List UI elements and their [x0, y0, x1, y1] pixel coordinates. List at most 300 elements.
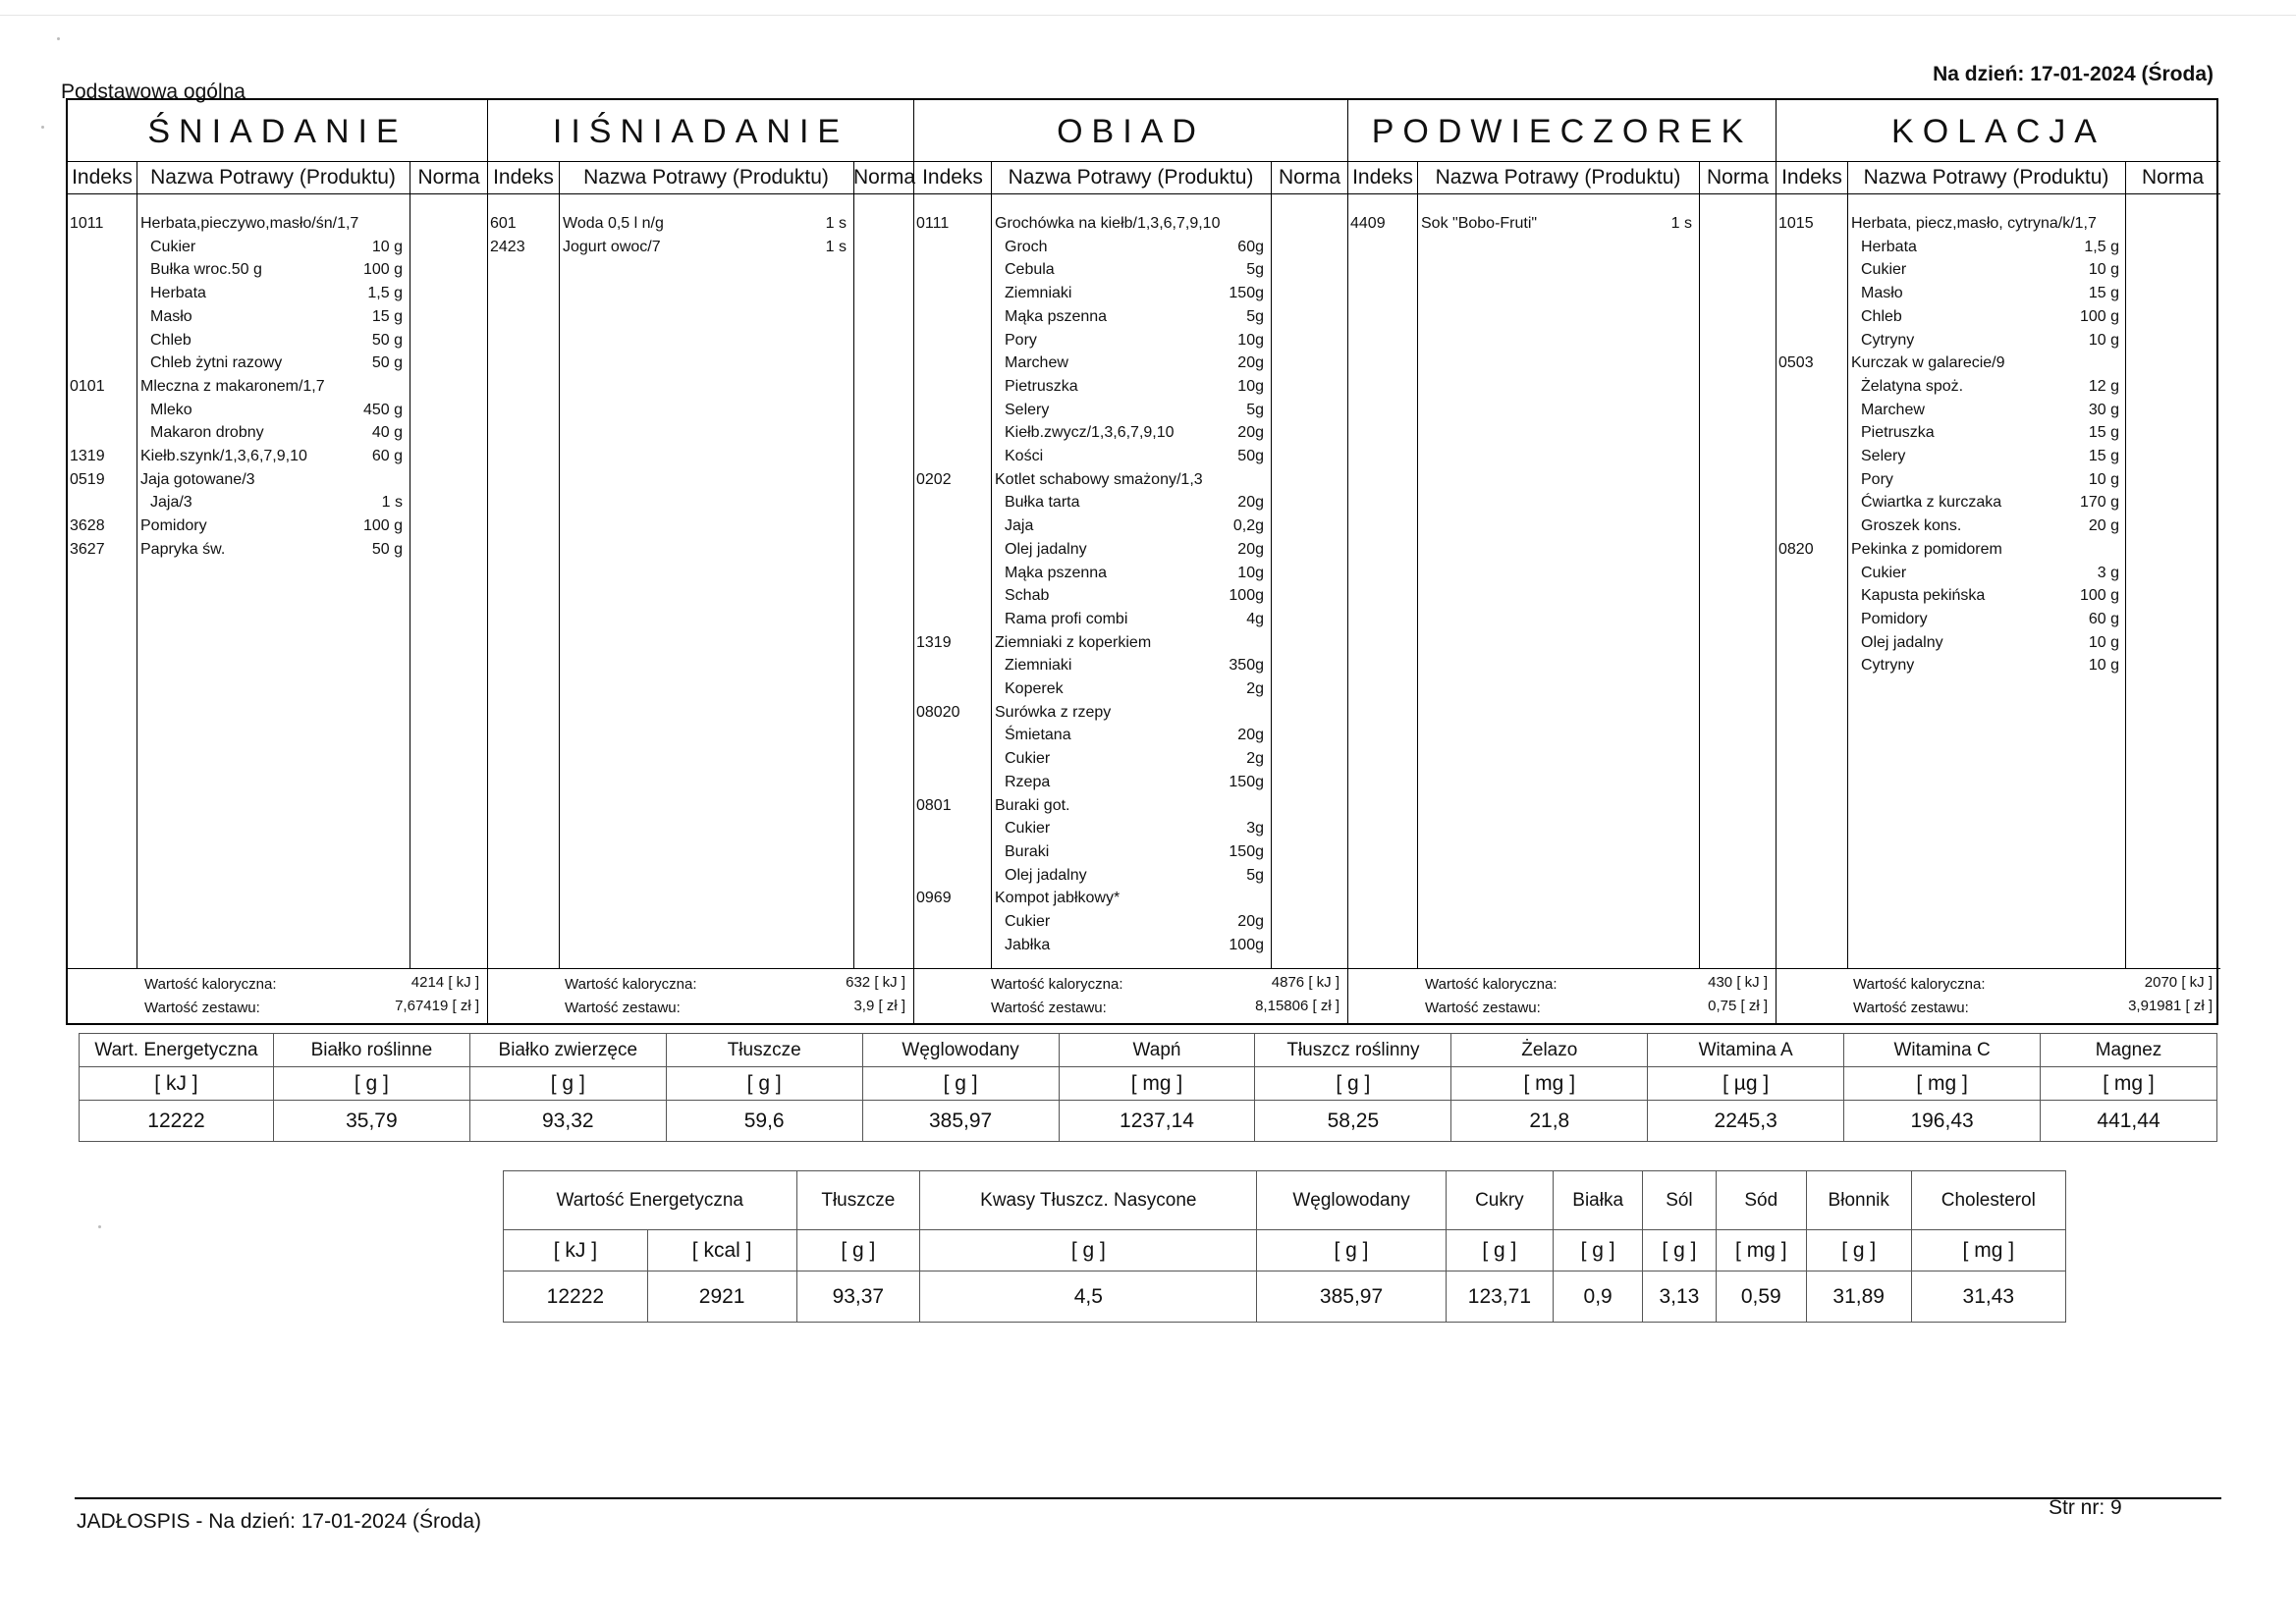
item-norma: 100g — [1229, 587, 1264, 604]
column-header-name: Nazwa Potrawy (Produktu) — [150, 166, 396, 189]
nutrient-unit: [ kJ ] — [80, 1067, 274, 1101]
nutrient-header: Sód — [1716, 1171, 1806, 1230]
item-norma: 350g — [1229, 657, 1264, 674]
item-norma: 60 g — [2088, 611, 2119, 627]
list-item — [1777, 305, 2220, 328]
item-name: Mleczna z makaronem/1,7 — [140, 378, 325, 395]
nutrient-header: Wartość Energetyczna — [504, 1171, 797, 1230]
item-norma: 0,2g — [1232, 517, 1264, 534]
item-norma: 10 g — [2088, 332, 2119, 349]
column-header-index: Indeks — [1781, 166, 1842, 189]
column-header-row — [1777, 161, 2220, 194]
list-item — [68, 399, 487, 421]
column-header-name: Nazwa Potrawy (Produktu) — [583, 166, 829, 189]
item-name: Jaja gotowane/3 — [140, 471, 255, 488]
item-name: Pomidory — [140, 517, 207, 534]
column-header-index: Indeks — [72, 166, 133, 189]
item-name: Pory — [1005, 332, 1037, 349]
item-index: 1015 — [1778, 215, 1814, 232]
list-item — [68, 491, 487, 514]
cost-label: Wartość zestawu: — [565, 1000, 681, 1016]
item-name: Masło — [150, 308, 192, 325]
diet-name: Podstawowa ogólna — [61, 81, 246, 103]
column-header-norma: Norma — [1278, 166, 1340, 189]
item-name: Jogurt owoc/7 — [563, 239, 661, 255]
item-norma: 5g — [1246, 308, 1264, 325]
meal-title: ŚNIADANIE — [147, 113, 408, 150]
nutrient-value: 2921 — [647, 1271, 796, 1323]
footer-title: JADŁOSPIS - Na dzień: 17-01-2024 (Środa) — [77, 1510, 482, 1533]
list-item — [68, 421, 487, 444]
list-item — [68, 352, 487, 374]
column-header-index: Indeks — [922, 166, 983, 189]
nutrient-unit: [ g ] — [1446, 1230, 1554, 1271]
item-name: Buraki — [1005, 843, 1050, 860]
item-name: Cukier — [1861, 261, 1907, 278]
item-index: 0111 — [916, 215, 950, 232]
item-name: Buraki got. — [995, 797, 1070, 814]
item-index: 3628 — [70, 517, 105, 534]
list-item — [1777, 236, 2220, 258]
nutrient-header: Witamina C — [1844, 1034, 2041, 1067]
list-item — [914, 212, 1347, 235]
list-item — [68, 305, 487, 328]
item-norma: 3 g — [2097, 565, 2119, 581]
item-name: Cukier — [1005, 913, 1051, 930]
item-norma: 12 g — [2088, 378, 2119, 395]
nutrient-value: 12222 — [504, 1271, 648, 1323]
nutrient-value: 4,5 — [920, 1271, 1257, 1323]
cost-value: 8,15806 [ zł ] — [1255, 998, 1339, 1014]
list-item — [914, 864, 1347, 887]
nutrient-value: 35,79 — [273, 1101, 469, 1142]
item-name: Ćwiartka z kurczaka — [1861, 494, 2002, 511]
nutrient-unit: [ g ] — [1806, 1230, 1911, 1271]
item-name: Kurczak w galarecie/9 — [1851, 354, 2005, 371]
item-name: Mąka pszenna — [1005, 565, 1108, 581]
list-item — [1777, 468, 2220, 491]
item-norma: 150g — [1229, 285, 1264, 301]
list-item — [914, 329, 1347, 352]
list-item — [914, 514, 1347, 537]
item-name: Mleko — [150, 402, 192, 418]
item-name: Kompot jabłkowy* — [995, 890, 1121, 906]
item-norma: 30 g — [2088, 402, 2119, 418]
item-norma: 150g — [1229, 843, 1264, 860]
item-index: 2423 — [490, 239, 525, 255]
cost-label: Wartość zestawu: — [1425, 1000, 1541, 1016]
list-item — [914, 584, 1347, 607]
item-norma: 5g — [1246, 867, 1264, 884]
item-norma: 20g — [1237, 727, 1264, 743]
item-name: Olej jadalny — [1005, 867, 1087, 884]
list-item — [68, 375, 487, 398]
item-norma: 20g — [1237, 354, 1264, 371]
nutrient-header: Białko zwierzęce — [469, 1034, 666, 1067]
item-name: Mąka pszenna — [1005, 308, 1108, 325]
item-norma: 1 s — [1670, 215, 1692, 232]
nutrient-unit: [ mg ] — [2041, 1067, 2217, 1101]
item-norma: 50 g — [371, 354, 403, 371]
nutrient-header: Węglowodany — [862, 1034, 1059, 1067]
item-name: Kiełb.szynk/1,3,6,7,9,10 — [140, 448, 307, 464]
item-index: 0101 — [70, 378, 105, 395]
list-item — [1777, 352, 2220, 374]
nutrient-table-1 — [79, 1033, 2217, 1142]
list-item — [68, 445, 487, 467]
item-name: Cytryny — [1861, 657, 1915, 674]
meal-title: KOLACJA — [1891, 113, 2105, 150]
item-index: 08020 — [916, 704, 960, 721]
column-header-row — [1348, 161, 1776, 194]
item-norma: 170 g — [2079, 494, 2119, 511]
item-index: 1011 — [70, 215, 104, 232]
item-name: Chleb żytni razowy — [150, 354, 283, 371]
scan-dot — [57, 37, 60, 40]
list-item — [68, 468, 487, 491]
list-item — [68, 538, 487, 561]
meal-section — [1348, 100, 1777, 1023]
nutrient-header: Cukry — [1446, 1171, 1554, 1230]
nutrient-unit: [ kJ ] — [504, 1230, 648, 1271]
item-norma: 50g — [1237, 448, 1264, 464]
item-name: Kości — [1005, 448, 1044, 464]
nutrient-unit: [ kcal ] — [647, 1230, 796, 1271]
item-name: Selery — [1005, 402, 1050, 418]
list-item — [914, 282, 1347, 304]
item-name: Woda 0,5 l n/g — [563, 215, 664, 232]
meal-section — [488, 100, 914, 1023]
list-item — [914, 934, 1347, 956]
list-item — [1777, 654, 2220, 676]
item-norma: 10 g — [2088, 657, 2119, 674]
item-name: Herbata,pieczywo,masło/śn/1,7 — [140, 215, 359, 232]
item-name: Ziemniaki — [1005, 657, 1072, 674]
nutrient-unit: [ mg ] — [1844, 1067, 2041, 1101]
item-index: 601 — [490, 215, 517, 232]
nutrient-value: 31,43 — [1911, 1271, 2065, 1323]
nutrient-unit: [ g ] — [862, 1067, 1059, 1101]
column-header-row — [68, 161, 487, 194]
item-name: Kapusta pekińska — [1861, 587, 1986, 604]
item-name: Chleb — [1861, 308, 1902, 325]
nutrient-value: 0,59 — [1716, 1271, 1806, 1323]
item-name: Bułka wroc.50 g — [150, 261, 262, 278]
item-name: Kotlet schabowy smażony/1,3 — [995, 471, 1203, 488]
list-item — [914, 701, 1347, 724]
list-item — [68, 258, 487, 281]
nutrient-header: Żelazo — [1451, 1034, 1648, 1067]
list-item — [1777, 282, 2220, 304]
nutrient-header: Witamina A — [1648, 1034, 1844, 1067]
nutrient-unit: [ g ] — [273, 1067, 469, 1101]
nutrient-header: Tłuszcz roślinny — [1255, 1034, 1451, 1067]
item-name: Cebula — [1005, 261, 1055, 278]
item-index: 0820 — [1778, 541, 1814, 558]
list-item — [1777, 631, 2220, 654]
item-norma: 20g — [1237, 541, 1264, 558]
item-name: Groszek kons. — [1861, 517, 1962, 534]
item-norma: 5g — [1246, 261, 1264, 278]
item-norma: 100 g — [362, 517, 403, 534]
list-item — [914, 817, 1347, 839]
meal-summary — [488, 968, 913, 1023]
nutrient-header: Węglowodany — [1257, 1171, 1446, 1230]
list-item — [68, 329, 487, 352]
meal-section — [1777, 100, 2220, 1023]
item-name: Śmietana — [1005, 727, 1071, 743]
list-item — [914, 399, 1347, 421]
item-norma: 10g — [1237, 332, 1264, 349]
list-item — [1777, 375, 2220, 398]
item-index: 0202 — [916, 471, 952, 488]
list-item — [914, 468, 1347, 491]
item-norma: 1,5 g — [2084, 239, 2119, 255]
item-name: Marchew — [1861, 402, 1925, 418]
column-header-norma: Norma — [2141, 166, 2204, 189]
nutrient-header: Tłuszcze — [666, 1034, 862, 1067]
list-item — [1777, 562, 2220, 584]
list-item — [1777, 212, 2220, 235]
item-norma: 1,5 g — [367, 285, 403, 301]
list-item — [914, 910, 1347, 933]
calorie-value: 4876 [ kJ ] — [1271, 974, 1339, 991]
list-item — [68, 236, 487, 258]
meal-title: PODWIECZOREK — [1371, 113, 1753, 150]
item-name: Pietruszka — [1005, 378, 1078, 395]
item-name: Chleb — [150, 332, 191, 349]
list-item — [1777, 329, 2220, 352]
column-header-index: Indeks — [493, 166, 554, 189]
column-header-row — [914, 161, 1347, 194]
column-header-norma: Norma — [853, 166, 916, 189]
nutrient-unit: [ g ] — [920, 1230, 1257, 1271]
list-item — [914, 747, 1347, 770]
calorie-value: 430 [ kJ ] — [1708, 974, 1768, 991]
nutrient-header: Wart. Energetyczna — [80, 1034, 274, 1067]
item-norma: 2g — [1246, 750, 1264, 767]
page-number: Str nr: 9 — [2049, 1496, 2122, 1519]
nutrient-unit: [ mg ] — [1059, 1067, 1255, 1101]
meal-title: OBIAD — [1057, 113, 1205, 150]
column-divider — [1417, 161, 1418, 968]
item-name: Cukier — [1005, 750, 1051, 767]
column-divider — [1699, 161, 1700, 968]
calorie-label: Wartość kaloryczna: — [1853, 976, 1986, 993]
item-name: Jabłka — [1005, 937, 1051, 953]
item-norma: 60g — [1237, 239, 1264, 255]
column-header-name: Nazwa Potrawy (Produktu) — [1863, 166, 2109, 189]
item-norma: 1 s — [825, 239, 847, 255]
column-header-name: Nazwa Potrawy (Produktu) — [1008, 166, 1254, 189]
item-norma: 2g — [1246, 680, 1264, 697]
item-name: Olej jadalny — [1861, 634, 1943, 651]
meal-title: IIŚNIADANIE — [552, 113, 849, 150]
item-index: 4409 — [1350, 215, 1386, 232]
item-norma: 4g — [1246, 611, 1264, 627]
list-item — [914, 887, 1347, 909]
calorie-label: Wartość kaloryczna: — [1425, 976, 1558, 993]
meal-summary — [914, 968, 1347, 1023]
item-norma: 10 g — [2088, 634, 2119, 651]
list-item — [914, 771, 1347, 793]
cost-value: 3,9 [ zł ] — [853, 998, 905, 1014]
item-index: 0519 — [70, 471, 105, 488]
nutrient-unit: [ g ] — [796, 1230, 920, 1271]
item-norma: 40 g — [371, 424, 403, 441]
item-norma: 10 g — [2088, 471, 2119, 488]
item-name: Kiełb.zwycz/1,3,6,7,9,10 — [1005, 424, 1175, 441]
cost-label: Wartość zestawu: — [991, 1000, 1107, 1016]
item-norma: 150g — [1229, 774, 1264, 790]
cost-value: 0,75 [ zł ] — [1708, 998, 1768, 1014]
calorie-value: 632 [ kJ ] — [846, 974, 905, 991]
column-header-name: Nazwa Potrawy (Produktu) — [1435, 166, 1681, 189]
nutrient-value: 93,32 — [469, 1101, 666, 1142]
item-name: Ziemniaki z koperkiem — [995, 634, 1152, 651]
nutrient-value: 385,97 — [862, 1101, 1059, 1142]
list-item — [914, 236, 1347, 258]
list-item — [68, 282, 487, 304]
nutrient-header: Kwasy Tłuszcz. Nasycone — [920, 1171, 1257, 1230]
list-item — [1777, 399, 2220, 421]
item-name: Cukier — [1861, 565, 1907, 581]
item-norma: 20g — [1237, 913, 1264, 930]
item-norma: 3g — [1246, 820, 1264, 837]
item-norma: 1 s — [381, 494, 403, 511]
cost-value: 3,91981 [ zł ] — [2128, 998, 2213, 1014]
nutrient-header: Tłuszcze — [796, 1171, 920, 1230]
item-norma: 15 g — [2088, 424, 2119, 441]
nutrient-value: 385,97 — [1257, 1271, 1446, 1323]
item-norma: 20g — [1237, 494, 1264, 511]
item-name: Ziemniaki — [1005, 285, 1072, 301]
nutrient-value: 0,9 — [1554, 1271, 1643, 1323]
item-name: Makaron drobny — [150, 424, 264, 441]
item-name: Sok "Bobo-Fruti" — [1421, 215, 1538, 232]
item-name: Herbata, piecz,masło, cytryna/k/1,7 — [1851, 215, 2097, 232]
item-name: Cukier — [150, 239, 196, 255]
item-name: Herbata — [150, 285, 206, 301]
item-norma: 10 g — [371, 239, 403, 255]
list-item — [914, 258, 1347, 281]
nutrient-header: Wapń — [1059, 1034, 1255, 1067]
list-item — [68, 514, 487, 537]
item-norma: 10g — [1237, 378, 1264, 395]
calorie-label: Wartość kaloryczna: — [565, 976, 697, 993]
item-norma: 50 g — [371, 332, 403, 349]
meal-section — [914, 100, 1348, 1023]
item-name: Groch — [1005, 239, 1048, 255]
item-name: Rzepa — [1005, 774, 1051, 790]
nutrient-value: 2245,3 — [1648, 1101, 1844, 1142]
list-item — [1777, 491, 2220, 514]
item-index: 0801 — [916, 797, 952, 814]
menu-date: Na dzień: 17-01-2024 (Środa) — [1933, 63, 2214, 85]
list-item — [914, 654, 1347, 676]
list-item — [914, 631, 1347, 654]
nutrient-unit: [ µg ] — [1648, 1067, 1844, 1101]
nutrient-value: 58,25 — [1255, 1101, 1451, 1142]
nutrient-value: 59,6 — [666, 1101, 862, 1142]
nutrient-value: 441,44 — [2041, 1101, 2217, 1142]
list-item — [914, 562, 1347, 584]
nutrient-value: 21,8 — [1451, 1101, 1648, 1142]
list-item — [1777, 538, 2220, 561]
item-norma: 20g — [1237, 424, 1264, 441]
nutrient-unit: [ g ] — [469, 1067, 666, 1101]
item-norma: 15 g — [2088, 448, 2119, 464]
list-item — [914, 677, 1347, 700]
nutrient-value: 31,89 — [1806, 1271, 1911, 1323]
item-name: Bułka tarta — [1005, 494, 1080, 511]
item-norma: 100 g — [362, 261, 403, 278]
calorie-value: 2070 [ kJ ] — [2144, 974, 2213, 991]
nutrient-header: Białka — [1554, 1171, 1643, 1230]
nutrient-header: Białko roślinne — [273, 1034, 469, 1067]
column-header-index: Indeks — [1352, 166, 1413, 189]
item-norma: 15 g — [2088, 285, 2119, 301]
nutrient-value: 3,13 — [1643, 1271, 1717, 1323]
item-name: Pietruszka — [1861, 424, 1935, 441]
nutrient-table-2 — [503, 1170, 2066, 1323]
cost-value: 7,67419 [ zł ] — [395, 998, 479, 1014]
item-norma: 60 g — [371, 448, 403, 464]
nutrient-value: 1237,14 — [1059, 1101, 1255, 1142]
list-item — [914, 724, 1347, 746]
item-norma: 1 s — [825, 215, 847, 232]
item-name: Pomidory — [1861, 611, 1928, 627]
column-header-norma: Norma — [417, 166, 480, 189]
item-norma: 20 g — [2088, 517, 2119, 534]
footer-rule — [75, 1497, 2221, 1499]
item-name: Rama profi combi — [1005, 611, 1128, 627]
item-norma: 450 g — [362, 402, 403, 418]
nutrient-unit: [ mg ] — [1911, 1230, 2065, 1271]
nutrient-unit: [ g ] — [1554, 1230, 1643, 1271]
item-index: 0969 — [916, 890, 952, 906]
meal-summary — [1348, 968, 1776, 1023]
nutrient-value: 12222 — [80, 1101, 274, 1142]
item-name: Koperek — [1005, 680, 1064, 697]
item-name: Jaja — [1005, 517, 1034, 534]
item-name: Olej jadalny — [1005, 541, 1087, 558]
item-name: Schab — [1005, 587, 1050, 604]
nutrient-unit: [ g ] — [1257, 1230, 1446, 1271]
item-norma: 100 g — [2079, 308, 2119, 325]
cost-label: Wartość zestawu: — [144, 1000, 260, 1016]
item-norma: 100 g — [2079, 587, 2119, 604]
top-rule — [0, 15, 2296, 16]
list-item — [1777, 608, 2220, 630]
menu-table — [66, 98, 2218, 1025]
column-header-norma: Norma — [1706, 166, 1769, 189]
list-item — [914, 421, 1347, 444]
nutrient-value: 196,43 — [1844, 1101, 2041, 1142]
item-name: Herbata — [1861, 239, 1917, 255]
calorie-label: Wartość kaloryczna: — [991, 976, 1123, 993]
list-item — [914, 491, 1347, 514]
item-name: Pory — [1861, 471, 1893, 488]
nutrient-unit: [ mg ] — [1716, 1230, 1806, 1271]
item-index: 3627 — [70, 541, 105, 558]
calorie-value: 4214 [ kJ ] — [410, 974, 479, 991]
nutrient-header: Sól — [1643, 1171, 1717, 1230]
item-index: 0503 — [1778, 354, 1814, 371]
item-norma: 10g — [1237, 565, 1264, 581]
nutrient-header: Błonnik — [1806, 1171, 1911, 1230]
nutrient-unit: [ g ] — [1643, 1230, 1717, 1271]
